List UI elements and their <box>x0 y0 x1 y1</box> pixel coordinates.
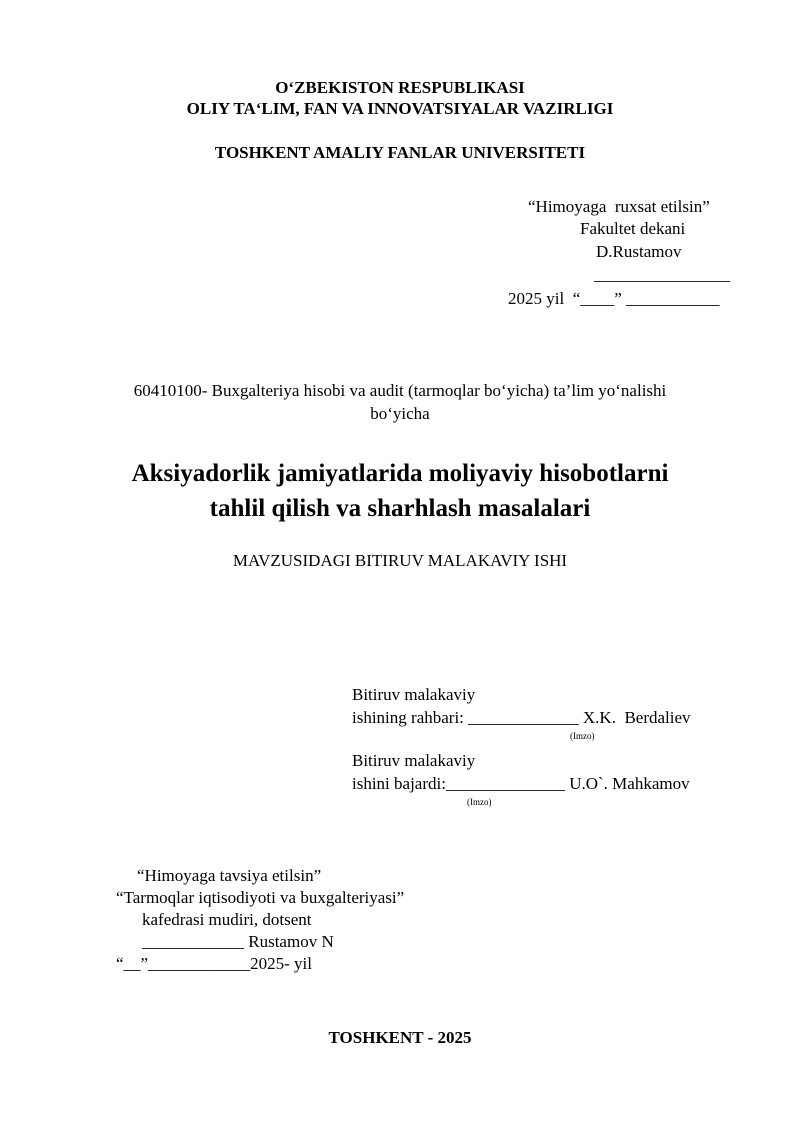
approval-signature-line: ________________ <box>594 265 730 284</box>
header-university: TOSHKENT AMALIY FANLAR UNIVERSITETI <box>214 143 586 162</box>
approval-line-2: Fakultet dekani <box>580 219 686 238</box>
footer-city-year: TOSHKENT - 2025 <box>328 1028 472 1047</box>
direction-line-2: bo‘yicha <box>370 404 430 423</box>
recommendation-line-4: ____________ Rustamov N <box>142 932 334 951</box>
thesis-title-line-2: tahlil qilish va sharhlash masalalari <box>209 495 591 522</box>
author-signature-note: (Imzo) <box>467 797 492 807</box>
thesis-title-line-1: Aksiyadorlik jamiyatlarida moliyaviy hisobotlarni <box>131 460 669 487</box>
header-ministry: OLIY TA‘LIM, FAN VA INNOVATSIYALAR VAZIRLIGI <box>186 99 614 118</box>
recommendation-line-3: kafedrasi mudiri, dotsent <box>142 910 312 929</box>
approval-line-3: D.Rustamov <box>596 242 682 261</box>
approval-line-1: “Himoyaga ruxsat etilsin” <box>528 197 710 216</box>
approval-date-line: 2025 yil “____” ___________ <box>508 289 720 308</box>
thesis-subtitle: MAVZUSIDAGI BITIRUV MALAKAVIY ISHI <box>232 551 568 570</box>
recommendation-line-1: “Himoyaga tavsiya etilsin” <box>137 866 322 885</box>
supervisor-line-2: ishining rahbari: _____________ X.K. Berdaliev <box>352 708 691 727</box>
author-line-1: Bitiruv malakaviy <box>352 751 476 770</box>
supervisor-signature-note: (Imzo) <box>570 731 595 741</box>
supervisor-line-1: Bitiruv malakaviy <box>352 685 476 704</box>
header-republic: O‘ZBEKISTON RESPUBLIKASI <box>275 78 525 97</box>
recommendation-line-2: “Tarmoqlar iqtisodiyoti va buxgalteriyasi” <box>116 888 405 907</box>
direction-line-1: 60410100- Buxgalteriya hisobi va audit (tarmoqlar bo‘yicha) ta’lim yo‘nalishi <box>133 381 667 400</box>
author-line-2: ishini bajardi:______________ U.O`. Mahkamov <box>352 774 690 793</box>
recommendation-line-5: “__”____________2025- yil <box>116 954 312 973</box>
